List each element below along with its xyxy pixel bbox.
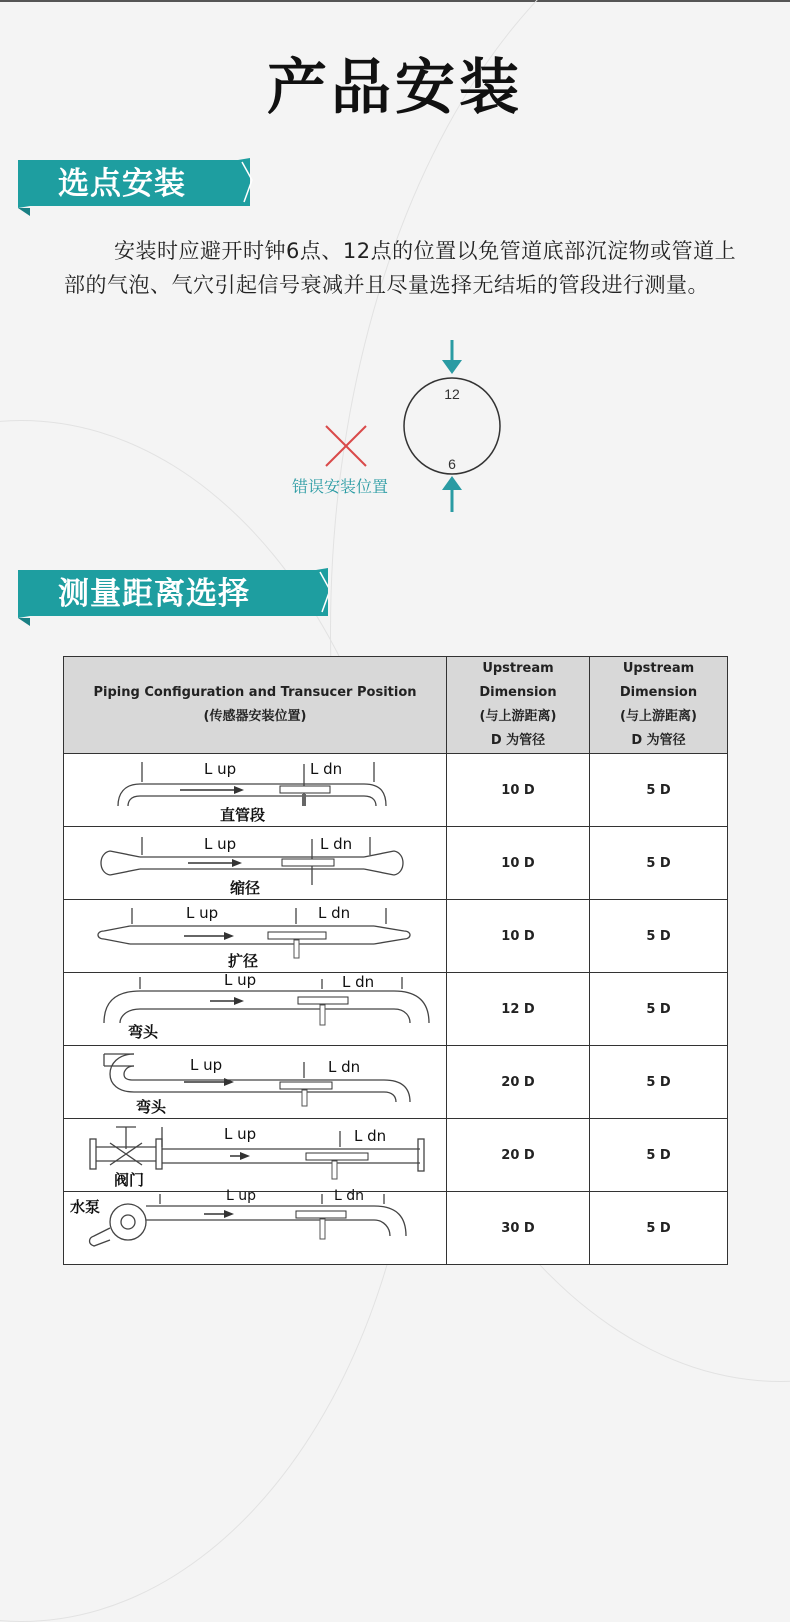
install-paragraph: 安装时应避开时钟6点、12点的位置以免管道底部沉淀物或管道上部的气泡、气穴引起信号衰减并且尽量选择无结垢的管段进行测量。 [64, 239, 737, 297]
section-banner-distance [18, 568, 328, 628]
pipe-diagram-cell [64, 827, 447, 900]
pipe-config-label: 弯头 [136, 1098, 167, 1116]
table-row [64, 900, 728, 973]
pipe-config-label: 水泵 [70, 1198, 101, 1216]
header-line: Dimension [479, 685, 557, 700]
wrong-position-label: 错误安装位置 [292, 477, 389, 496]
clock-label-12: 12 [444, 386, 460, 402]
header-upstream-dimension [447, 657, 590, 754]
l-up-label: L up [224, 971, 257, 989]
pipe-diagram-cell [64, 973, 447, 1046]
upstream-value: 10 D [447, 754, 590, 827]
l-up-label: L up [190, 1056, 223, 1074]
section-heading: 测量距离选择 [58, 576, 250, 612]
pipe-diagram-cell [64, 1119, 447, 1192]
l-dn-label: L dn [318, 904, 351, 922]
header-line: Upstream [622, 661, 695, 676]
pipe-diagram-cell [64, 1188, 447, 1265]
upstream-value: 20 D [447, 1119, 590, 1192]
l-dn-label: L dn [310, 760, 343, 778]
upstream-value: 30 D [447, 1192, 590, 1265]
table-row [64, 973, 728, 1046]
top-arrow-icon [442, 340, 462, 374]
l-up-label: L up [224, 1125, 257, 1143]
pipe-diagram-cell [64, 1046, 447, 1119]
header-line: (传感器安装位置) [203, 709, 307, 724]
l-dn-label: L dn [334, 1188, 365, 1204]
page-title: 产品安装 [267, 53, 523, 123]
section-banner-site-selection [18, 158, 328, 218]
cross-icon [326, 426, 366, 466]
header-line: Piping Configuration and Transucer Position [93, 685, 417, 700]
pipe-diagram-cell [64, 900, 447, 973]
upstream-value: 10 D [447, 900, 590, 973]
distance-table [63, 656, 728, 1265]
pipe-config-label: 阀门 [114, 1171, 145, 1189]
downstream-value: 5 D [590, 973, 728, 1046]
l-dn-label: L dn [342, 973, 375, 991]
pipe-config-label: 扩径 [228, 952, 259, 970]
header-line: (与上游距离) [620, 709, 697, 724]
header-line: (与上游距离) [479, 709, 557, 724]
table-header-row [64, 657, 728, 754]
downstream-value: 5 D [590, 827, 728, 900]
upstream-value: 10 D [447, 827, 590, 900]
l-up-label: L up [204, 835, 237, 853]
table-row [64, 1046, 728, 1119]
pipe-diagram-cell [64, 754, 447, 827]
header-line: D 为管径 [490, 733, 546, 748]
pipe-config-label: 缩径 [230, 879, 261, 897]
upstream-value: 12 D [447, 973, 590, 1046]
downstream-value: 5 D [590, 1192, 728, 1265]
table-row [64, 827, 728, 900]
l-dn-label: L dn [328, 1058, 361, 1076]
downstream-value: 5 D [590, 1046, 728, 1119]
l-dn-label: L dn [320, 835, 353, 853]
downstream-value: 5 D [590, 1119, 728, 1192]
header-line: Upstream [482, 661, 554, 676]
l-up-label: L up [226, 1188, 257, 1204]
bottom-arrow-icon [442, 476, 462, 512]
l-dn-label: L dn [354, 1127, 387, 1145]
header-piping-configuration [64, 657, 447, 754]
table-row [64, 1119, 728, 1192]
downstream-value: 5 D [590, 754, 728, 827]
double-elbow-pipe-diagram [64, 1046, 447, 1118]
pipe-config-label: 弯头 [128, 1023, 159, 1041]
pipe-config-label: 直管段 [220, 806, 266, 824]
table-row [64, 754, 728, 827]
table-row [64, 1192, 728, 1265]
header-downstream-dimension [590, 657, 728, 754]
header-line: D 为管径 [631, 733, 686, 748]
clock-label-6: 6 [448, 456, 456, 472]
header-line: Dimension [619, 685, 698, 700]
l-up-label: L up [186, 904, 219, 922]
upstream-value: 20 D [447, 1046, 590, 1119]
l-up-label: L up [204, 760, 237, 778]
section-heading: 选点安装 [58, 166, 186, 202]
downstream-value: 5 D [590, 900, 728, 973]
